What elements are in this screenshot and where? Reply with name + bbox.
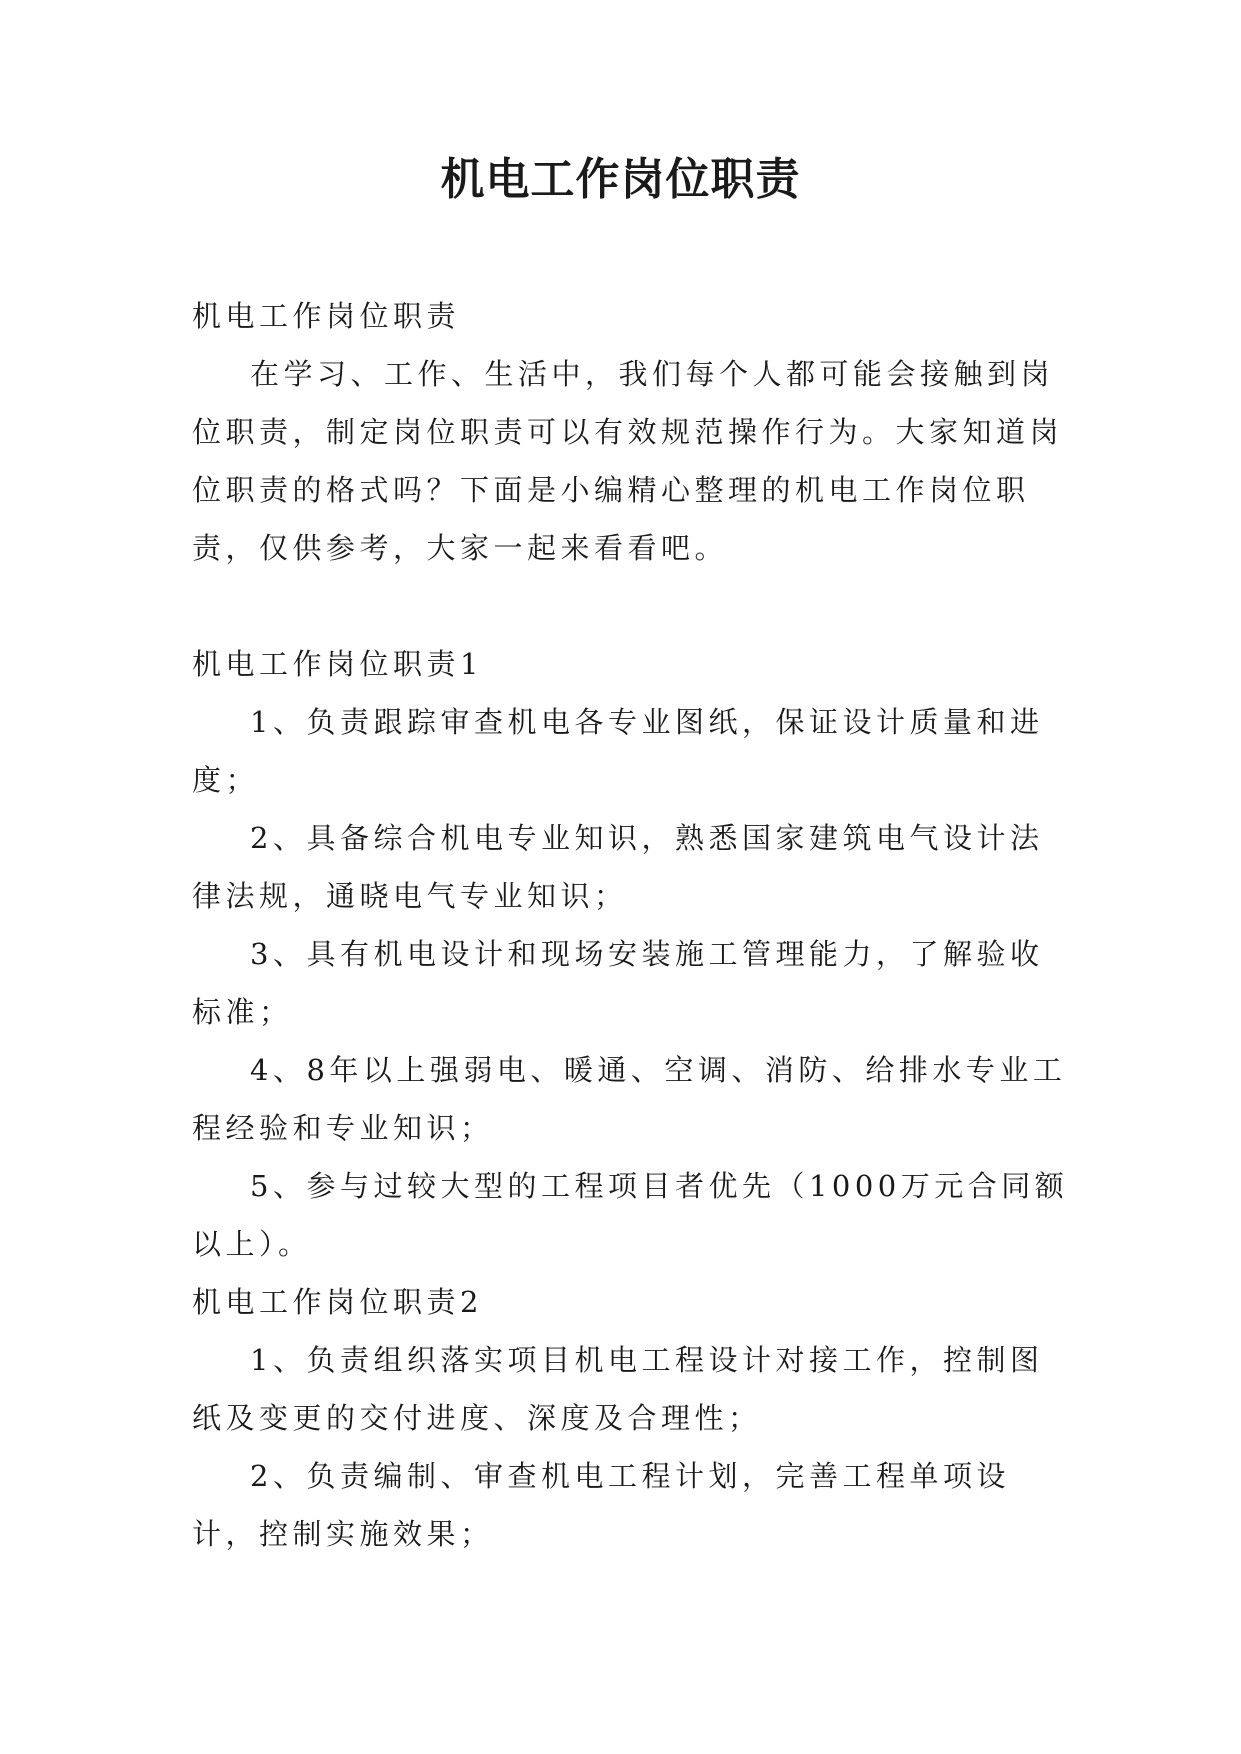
section1-heading: 机电工作岗位职责1: [192, 647, 483, 681]
section1-item: 5、参与过较大型的工程项目者优先（1000万元合同额以上）。: [192, 1169, 1069, 1261]
document-body: [192, 287, 1072, 1563]
section1-item: 4、8年以上强弱电、暖通、空调、消防、给排水专业工程经验和专业知识；: [192, 1053, 1067, 1145]
intro-heading: 机电工作岗位职责: [192, 299, 461, 333]
intro-paragraph: 在学习、工作、生活中，我们每个人都可能会接触到岗位职责，制定岗位职责可以有效规范操作行为。大家知道岗位职责的格式吗？下面是小编精心整理的机电工作岗位职责，仅供参考，大家一起来看看吧。: [192, 357, 1064, 565]
document-title: 机电工作岗位职责: [440, 154, 801, 205]
section2-heading: 机电工作岗位职责2: [192, 1285, 483, 1319]
section1-item: 2、具备综合机电专业知识，熟悉国家建筑电气设计法律法规，通晓电气专业知识；: [192, 821, 1044, 913]
section1-item: 3、具有机电设计和现场安装施工管理能力，了解验收标准；: [192, 937, 1044, 1029]
section1-item: 1、负责跟踪审查机电各专业图纸，保证设计质量和进度；: [192, 705, 1044, 797]
section2-item: 2、负责编制、审查机电工程计划，完善工程单项设计，控制实施效果；: [192, 1459, 1010, 1551]
section2-item: 1、负责组织落实项目机电工程设计对接工作，控制图纸及变更的交付进度、深度及合理性；: [192, 1343, 1044, 1435]
